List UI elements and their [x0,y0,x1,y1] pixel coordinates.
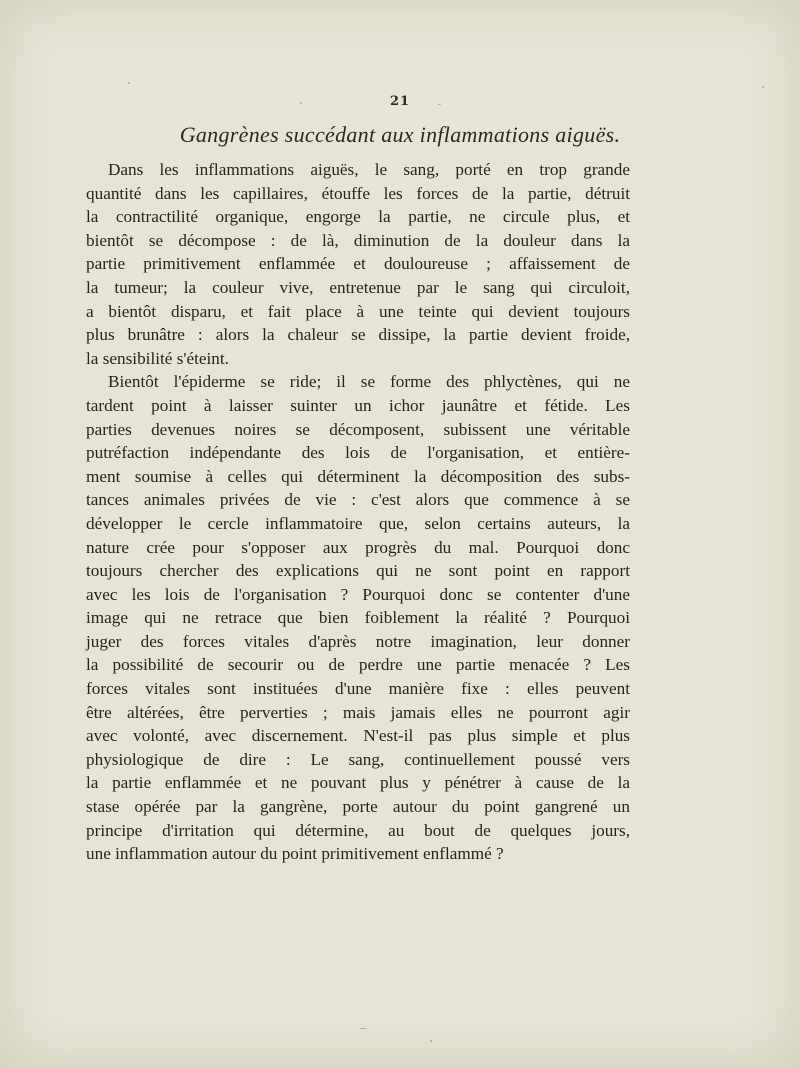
text-line: ment soumise à celles qui déterminent la décomposition des subs- [86,466,630,486]
text-line: physiologique de dire : Le sang, continuellement poussé vers [86,749,630,769]
text-line: être altérées, être perverties ; mais jamais elles ne pourront agir [86,702,630,722]
paper-speck [762,86,764,88]
text-line: partie primitivement enflammée et douloureuse ; affaissement de [86,254,630,274]
text-line: une inflammation autour du point primitivement enflammé ? [86,844,504,864]
text-line: toujours chercher des explications qui ne sont point en rapport [86,561,630,581]
text-line: la tumeur; la couleur vive, entretenue par le sang qui circuloit, [86,277,630,297]
body-text [86,158,630,866]
paper-speck [128,82,130,84]
text-line: parties devenues noires se décomposent, subissent une véritable [86,419,630,439]
text-line: nature crée pour s'opposer aux progrès du mal. Pourquoi donc [86,537,630,557]
text-line: bientôt se décompose : de là, diminution de la douleur dans la [86,230,630,250]
text-line: putréfaction indépendante des lois de l'organisation, et entière- [86,443,630,463]
page-number: 21 [389,94,411,109]
text-line: a bientôt disparu, et fait place à une teinte qui devient toujours [86,301,630,321]
section-title: Gangrènes succédant aux inflammations aiguës. [179,122,621,147]
text-line: la partie enflammée et ne pouvant plus y pénétrer à cause de la [86,773,630,793]
text-line: la possibilité de secourir ou de perdre une partie menacée ? Les [86,655,630,675]
text-line: tardent point à laisser suinter un ichor jaunâtre et fétide. Les [86,395,630,415]
paper-speck [300,102,302,104]
text-line: tances animales privées de vie : c'est alors que commence à se [86,490,630,510]
text-line: développer le cercle inflammatoire que, selon certains auteurs, la [86,513,630,533]
text-line: juger des forces vitales d'après notre imagination, leur donner [86,631,630,651]
text-line: Dans les inflammations aiguës, le sang, porté en trop grande [108,160,630,179]
paper-speck [438,104,441,105]
paper-speck [360,1028,366,1029]
text-line: stase opérée par la gangrène, porte autour du point gangrené un [86,797,630,817]
paper-speck [430,1040,432,1042]
text-line: la sensibilité s'éteint. [86,348,229,368]
text-line: plus brunâtre : alors la chaleur se dissipe, la partie devient froide, [86,325,630,345]
text-line: Bientôt l'épiderme se ride; il se forme des phlyctènes, qui ne [108,372,630,392]
paragraph-2 [86,370,630,865]
text-line: la contractilité organique, engorge la partie, ne circule plus, et [86,207,630,227]
text-line: avec les lois de l'organisation ? Pourquoi donc se contenter d'une [86,584,630,604]
text-line: principe d'irritation qui détermine, au bout de quelques jours, [86,820,630,840]
text-line: quantité dans les capillaires, étouffe les forces de la partie, détruit [86,183,630,203]
paragraph-1 [86,158,630,370]
text-line: forces vitales sont instituées d'une manière fixe : elles peuvent [86,679,630,699]
text-line: image qui ne retrace que bien foiblement la réalité ? Pourquoi [86,608,630,628]
text-line: avec volonté, avec discernement. N'est-il pas plus simple et plus [86,726,630,746]
